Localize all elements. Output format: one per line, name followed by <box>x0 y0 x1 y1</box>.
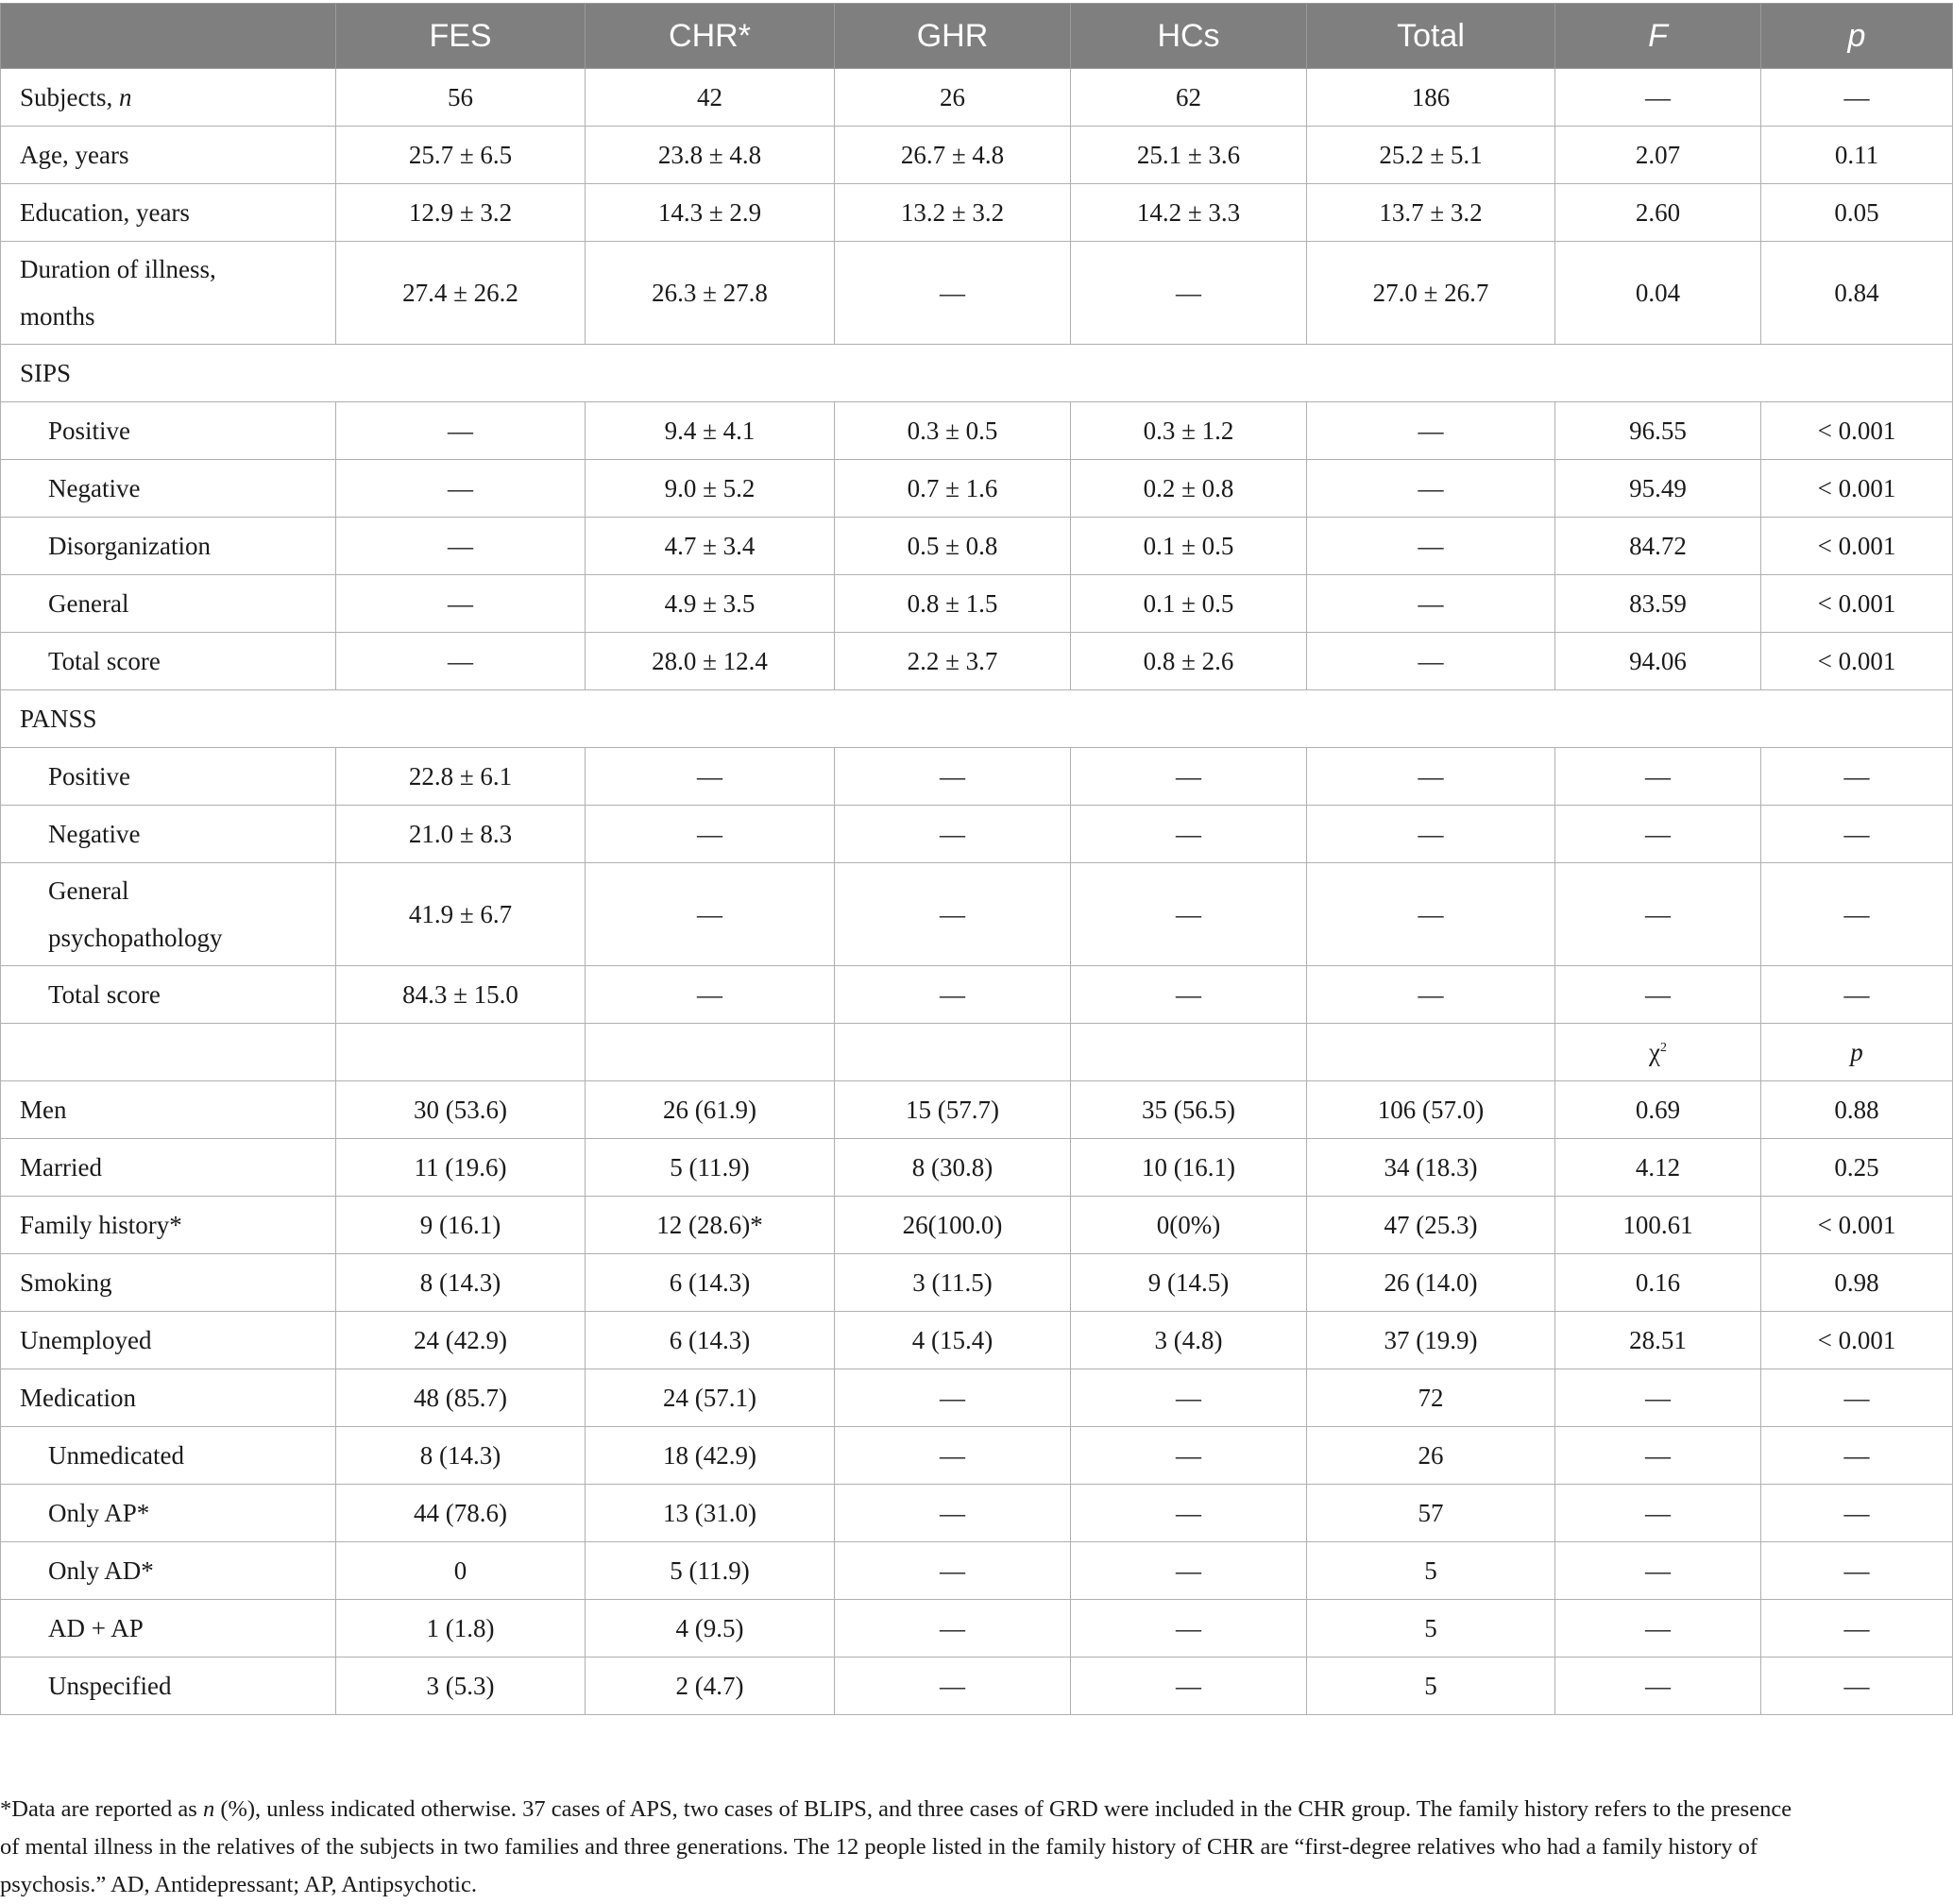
table-cell: < 0.001 <box>1761 1197 1953 1254</box>
table-cell: 5 (11.9) <box>586 1542 835 1600</box>
table-row <box>1 1427 1953 1485</box>
table-cell: — <box>1761 1427 1953 1485</box>
table-cell: 2.07 <box>1555 127 1761 184</box>
table-cell: 0 <box>336 1542 586 1600</box>
table-cell: — <box>1555 1658 1761 1715</box>
table-row <box>1 1312 1953 1369</box>
table-row <box>1 184 1953 242</box>
table-cell: — <box>1555 966 1761 1024</box>
table-cell: 56 <box>336 69 586 127</box>
table-cell: 26.7 ± 4.8 <box>835 127 1071 184</box>
table-cell: 96.55 <box>1555 402 1761 460</box>
table-cell: 13.2 ± 3.2 <box>835 184 1071 242</box>
row-label-text: AD + AP <box>48 1613 144 1642</box>
table-body <box>1 69 1953 1715</box>
table-cell: 106 (57.0) <box>1307 1081 1555 1139</box>
table-cell: — <box>835 242 1071 345</box>
row-label <box>1 966 336 1024</box>
table-cell: — <box>1761 1369 1953 1427</box>
row-label <box>1 1254 336 1312</box>
table-cell: 10 (16.1) <box>1071 1139 1307 1197</box>
empty-cell <box>835 1024 1071 1081</box>
footnote-n: n <box>202 1796 215 1822</box>
table-cell: — <box>1555 69 1761 127</box>
table-cell: 4.12 <box>1555 1139 1761 1197</box>
table-cell: — <box>1307 518 1555 575</box>
empty-cell <box>1307 1024 1555 1081</box>
table-cell: — <box>1071 863 1307 966</box>
empty-cell <box>586 1024 835 1081</box>
table-row <box>1 127 1953 184</box>
table-cell: 84.3 ± 15.0 <box>336 966 586 1024</box>
table-cell: 25.2 ± 5.1 <box>1307 127 1555 184</box>
table-footnote <box>0 1791 1953 1904</box>
table-cell: 30 (53.6) <box>336 1081 586 1139</box>
table-cell: — <box>1761 1542 1953 1600</box>
row-label <box>1 1600 336 1658</box>
table-cell: 0.2 ± 0.8 <box>1071 460 1307 518</box>
table-cell: 11 (19.6) <box>336 1139 586 1197</box>
table-cell: — <box>1761 966 1953 1024</box>
section-row <box>1 345 1953 402</box>
table-cell: 22.8 ± 6.1 <box>336 748 586 806</box>
table-cell: 0.5 ± 0.8 <box>835 518 1071 575</box>
table-row <box>1 863 1953 966</box>
table-row <box>1 1254 1953 1312</box>
table-row <box>1 242 1953 345</box>
table-cell: — <box>586 806 835 863</box>
header-cell-fes: FES <box>336 4 586 69</box>
table-cell: 8 (14.3) <box>336 1427 586 1485</box>
row-label <box>1 402 336 460</box>
row-label-text: Unmedicated <box>48 1440 184 1470</box>
table-cell: — <box>336 575 586 633</box>
table-cell: 34 (18.3) <box>1307 1139 1555 1197</box>
table-cell: 24 (57.1) <box>586 1369 835 1427</box>
table-cell: — <box>1071 748 1307 806</box>
table-cell: 26 (14.0) <box>1307 1254 1555 1312</box>
table-cell: 3 (11.5) <box>835 1254 1071 1312</box>
row-label-text: General psychopathology <box>48 876 223 952</box>
table-cell: — <box>1071 242 1307 345</box>
table-cell: 26.3 ± 27.8 <box>586 242 835 345</box>
table-cell: — <box>835 1485 1071 1542</box>
table-cell: 95.49 <box>1555 460 1761 518</box>
table-cell: — <box>336 518 586 575</box>
table-cell: 9.0 ± 5.2 <box>586 460 835 518</box>
row-label <box>1 184 336 242</box>
table-row <box>1 1139 1953 1197</box>
table-cell: — <box>1307 966 1555 1024</box>
chi-square-header <box>1555 1024 1761 1081</box>
table-cell: 47 (25.3) <box>1307 1197 1555 1254</box>
row-label <box>1 1081 336 1139</box>
table-cell: 0.88 <box>1761 1081 1953 1139</box>
table-cell: 14.3 ± 2.9 <box>586 184 835 242</box>
table-cell: 2.60 <box>1555 184 1761 242</box>
table-cell: — <box>1761 748 1953 806</box>
table-cell: — <box>1071 1369 1307 1427</box>
table-cell: 15 (57.7) <box>835 1081 1071 1139</box>
table-cell: — <box>1307 402 1555 460</box>
table-cell: 41.9 ± 6.7 <box>336 863 586 966</box>
table-cell: 4 (9.5) <box>586 1600 835 1658</box>
table-cell: 18 (42.9) <box>586 1427 835 1485</box>
table-row <box>1 1485 1953 1542</box>
table-cell: — <box>1555 1600 1761 1658</box>
table-cell: 0.16 <box>1555 1254 1761 1312</box>
table-cell: 9 (14.5) <box>1071 1254 1307 1312</box>
row-label <box>1 633 336 690</box>
table-cell: 0(0%) <box>1071 1197 1307 1254</box>
table-cell: < 0.001 <box>1761 518 1953 575</box>
row-label-text: Married <box>20 1152 102 1182</box>
table-header <box>1 4 1953 69</box>
table-cell: 4.9 ± 3.5 <box>586 575 835 633</box>
row-label-text: Duration of illness, months <box>20 255 216 331</box>
row-label-text: Positive <box>48 416 131 445</box>
table-cell: 25.7 ± 6.5 <box>336 127 586 184</box>
table-cell: — <box>1555 806 1761 863</box>
table-cell: 186 <box>1307 69 1555 127</box>
table-cell: 9 (16.1) <box>336 1197 586 1254</box>
table-cell: — <box>835 863 1071 966</box>
table-row <box>1 1658 1953 1715</box>
row-label-text: Disorganization <box>48 531 211 560</box>
table-cell: — <box>1555 863 1761 966</box>
row-label-text: Medication <box>20 1383 136 1412</box>
table-cell: — <box>586 966 835 1024</box>
table-cell: 0.8 ± 1.5 <box>835 575 1071 633</box>
row-label <box>1 1658 336 1715</box>
table-cell: 23.8 ± 4.8 <box>586 127 835 184</box>
table-cell: 94.06 <box>1555 633 1761 690</box>
table-cell: 0.69 <box>1555 1081 1761 1139</box>
footnote-text: *Data are reported as <box>0 1796 203 1822</box>
row-label <box>1 1139 336 1197</box>
row-label-text: Only AP* <box>48 1498 150 1527</box>
header-cell-hcs: HCs <box>1071 4 1307 69</box>
table-cell: < 0.001 <box>1761 460 1953 518</box>
table-row <box>1 518 1953 575</box>
table-row <box>1 1197 1953 1254</box>
table-cell: 3 (5.3) <box>336 1658 586 1715</box>
row-label <box>1 748 336 806</box>
table-cell: — <box>835 806 1071 863</box>
row-label <box>1 575 336 633</box>
table-cell: 26(100.0) <box>835 1197 1071 1254</box>
table-cell: 44 (78.6) <box>336 1485 586 1542</box>
table-cell: 26 <box>1307 1427 1555 1485</box>
row-label <box>1 127 336 184</box>
chi-symbol: χ <box>1649 1037 1660 1066</box>
table-cell: 28.51 <box>1555 1312 1761 1369</box>
row-label-text: Unspecified <box>48 1671 172 1700</box>
table-cell: — <box>1071 1542 1307 1600</box>
p-header: p <box>1761 1024 1953 1081</box>
table-cell: 25.1 ± 3.6 <box>1071 127 1307 184</box>
table-cell: 48 (85.7) <box>336 1369 586 1427</box>
table-cell: — <box>1071 806 1307 863</box>
table-row <box>1 575 1953 633</box>
table-cell: 2.2 ± 3.7 <box>835 633 1071 690</box>
row-label-text: Negative <box>48 819 141 848</box>
empty-cell <box>1 1024 336 1081</box>
header-cell-total: Total <box>1307 4 1555 69</box>
table-cell: 72 <box>1307 1369 1555 1427</box>
table-cell: 9.4 ± 4.1 <box>586 402 835 460</box>
table-cell: 2 (4.7) <box>586 1658 835 1715</box>
table-cell: — <box>835 1658 1071 1715</box>
footnote-line: of mental illness in the relatives of the subjects in two families and three generations. The 12 people listed in the family history of CHR are “first-degree relatives who had a family history of <box>0 1834 1758 1860</box>
header-cell-p: p <box>1761 4 1953 69</box>
table-cell: 6 (14.3) <box>586 1254 835 1312</box>
table-row <box>1 748 1953 806</box>
table-cell: — <box>336 460 586 518</box>
table-cell: 100.61 <box>1555 1197 1761 1254</box>
row-label <box>1 806 336 863</box>
table-row <box>1 806 1953 863</box>
table-cell: 1 (1.8) <box>336 1600 586 1658</box>
demographics-table <box>0 3 1953 1715</box>
table-cell: < 0.001 <box>1761 1312 1953 1369</box>
row-label-text: General <box>48 588 129 618</box>
row-label-text: Negative <box>48 473 141 502</box>
table-row <box>1 633 1953 690</box>
table-cell: 0.84 <box>1761 242 1953 345</box>
table-cell: 6 (14.3) <box>586 1312 835 1369</box>
table-cell: 0.11 <box>1761 127 1953 184</box>
table-cell: — <box>1555 1427 1761 1485</box>
row-label <box>1 863 336 966</box>
table-cell: — <box>1555 748 1761 806</box>
table-cell: — <box>1761 69 1953 127</box>
table-row <box>1 402 1953 460</box>
table-cell: — <box>1555 1485 1761 1542</box>
row-label <box>1 242 336 345</box>
table-cell: 13.7 ± 3.2 <box>1307 184 1555 242</box>
table-cell: — <box>586 748 835 806</box>
row-label-italic: n <box>119 82 132 111</box>
table-cell: — <box>1307 460 1555 518</box>
table-cell: — <box>336 402 586 460</box>
table-cell: < 0.001 <box>1761 633 1953 690</box>
row-label <box>1 460 336 518</box>
table-cell: — <box>835 1369 1071 1427</box>
row-label-text: Positive <box>48 761 131 790</box>
table-cell: 28.0 ± 12.4 <box>586 633 835 690</box>
table-cell: 35 (56.5) <box>1071 1081 1307 1139</box>
table-cell: — <box>835 966 1071 1024</box>
row-label <box>1 1369 336 1427</box>
table-cell: — <box>1071 966 1307 1024</box>
table-row <box>1 69 1953 127</box>
table-cell: 8 (14.3) <box>336 1254 586 1312</box>
table-cell: — <box>835 1542 1071 1600</box>
row-label <box>1 1427 336 1485</box>
table-cell: < 0.001 <box>1761 402 1953 460</box>
table-cell: 0.3 ± 0.5 <box>835 402 1071 460</box>
table-cell: 0.3 ± 1.2 <box>1071 402 1307 460</box>
table-row <box>1 1542 1953 1600</box>
table-cell: 4 (15.4) <box>835 1312 1071 1369</box>
row-label-text: Smoking <box>20 1267 112 1297</box>
table-cell: 0.04 <box>1555 242 1761 345</box>
header-row <box>1 4 1953 69</box>
table-cell: — <box>1555 1369 1761 1427</box>
table-cell: — <box>1761 806 1953 863</box>
table-row <box>1 460 1953 518</box>
footnote-line: psychosis.” AD, Antidepressant; AP, Antipsychotic. <box>0 1872 477 1897</box>
header-cell-f: F <box>1555 4 1761 69</box>
table-cell: 62 <box>1071 69 1307 127</box>
row-label <box>1 69 336 127</box>
table-cell: < 0.001 <box>1761 575 1953 633</box>
table-cell: — <box>1071 1600 1307 1658</box>
table-cell: 12 (28.6)* <box>586 1197 835 1254</box>
row-label-text: Family history* <box>20 1210 182 1239</box>
table-cell: — <box>1555 1542 1761 1600</box>
table-cell: 14.2 ± 3.3 <box>1071 184 1307 242</box>
table-cell: 5 <box>1307 1658 1555 1715</box>
table-row <box>1 1600 1953 1658</box>
table-cell: — <box>1071 1485 1307 1542</box>
table-cell: — <box>1307 575 1555 633</box>
table-cell: — <box>1071 1427 1307 1485</box>
stat-subheader-row <box>1 1024 1953 1081</box>
table-cell: 8 (30.8) <box>835 1139 1071 1197</box>
table-cell: 24 (42.9) <box>336 1312 586 1369</box>
table-cell: 13 (31.0) <box>586 1485 835 1542</box>
table-cell: 57 <box>1307 1485 1555 1542</box>
table-cell: 27.4 ± 26.2 <box>336 242 586 345</box>
section-label: PANSS <box>1 690 1953 748</box>
table-cell: 5 (11.9) <box>586 1139 835 1197</box>
chi-exponent: 2 <box>1659 1040 1667 1055</box>
table-cell: — <box>1071 1658 1307 1715</box>
table-cell: — <box>1761 1658 1953 1715</box>
table-cell: — <box>586 863 835 966</box>
table-cell: — <box>835 1600 1071 1658</box>
table-cell: 26 <box>835 69 1071 127</box>
table-cell: — <box>835 748 1071 806</box>
table-cell: 0.1 ± 0.5 <box>1071 575 1307 633</box>
table-cell: 4.7 ± 3.4 <box>586 518 835 575</box>
table-cell: 37 (19.9) <box>1307 1312 1555 1369</box>
footnote-text: (%), unless indicated otherwise. 37 cases of APS, two cases of BLIPS, and three cases of GRD were included in the CHR group. The family history refers to the presence <box>214 1796 1792 1822</box>
table-cell: — <box>1761 1485 1953 1542</box>
table-cell: — <box>1761 1600 1953 1658</box>
section-row <box>1 690 1953 748</box>
empty-cell <box>336 1024 586 1081</box>
table-cell: 3 (4.8) <box>1071 1312 1307 1369</box>
table-cell: 0.1 ± 0.5 <box>1071 518 1307 575</box>
row-label <box>1 1197 336 1254</box>
table-cell: 5 <box>1307 1542 1555 1600</box>
table-cell: 12.9 ± 3.2 <box>336 184 586 242</box>
section-label: SIPS <box>1 345 1953 402</box>
table-cell: 0.25 <box>1761 1139 1953 1197</box>
table-cell: — <box>835 1427 1071 1485</box>
row-label <box>1 1312 336 1369</box>
row-label-text: Subjects, <box>20 82 119 111</box>
table-row <box>1 1081 1953 1139</box>
table-row <box>1 1369 1953 1427</box>
table-row <box>1 966 1953 1024</box>
table-cell: 0.7 ± 1.6 <box>835 460 1071 518</box>
empty-cell <box>1071 1024 1307 1081</box>
row-label-text: Only AD* <box>48 1556 154 1585</box>
table-cell: 84.72 <box>1555 518 1761 575</box>
row-label-text: Men <box>20 1095 67 1124</box>
table-cell: — <box>1307 748 1555 806</box>
table-cell: 27.0 ± 26.7 <box>1307 242 1555 345</box>
table-cell: 21.0 ± 8.3 <box>336 806 586 863</box>
row-label-text: Unemployed <box>20 1325 152 1354</box>
row-label <box>1 1542 336 1600</box>
row-label <box>1 1485 336 1542</box>
table-cell: 83.59 <box>1555 575 1761 633</box>
table-cell: — <box>1761 863 1953 966</box>
table-cell: 0.05 <box>1761 184 1953 242</box>
row-label-text: Age, years <box>20 140 129 169</box>
header-cell-blank <box>1 4 336 69</box>
header-cell-ghr: GHR <box>835 4 1071 69</box>
header-cell-chr: CHR* <box>586 4 835 69</box>
table-cell: 26 (61.9) <box>586 1081 835 1139</box>
table-cell: — <box>1307 806 1555 863</box>
table-cell: 0.98 <box>1761 1254 1953 1312</box>
table-cell: — <box>1307 633 1555 690</box>
table-cell: — <box>336 633 586 690</box>
row-label-text: Total score <box>48 979 161 1009</box>
table-cell: 0.8 ± 2.6 <box>1071 633 1307 690</box>
row-label-text: Education, years <box>20 197 190 227</box>
row-label-text: Total score <box>48 646 161 675</box>
table-cell: 5 <box>1307 1600 1555 1658</box>
table-cell: — <box>1307 863 1555 966</box>
row-label <box>1 518 336 575</box>
footnote-line <box>0 1791 1953 1828</box>
table-cell: 42 <box>586 69 835 127</box>
